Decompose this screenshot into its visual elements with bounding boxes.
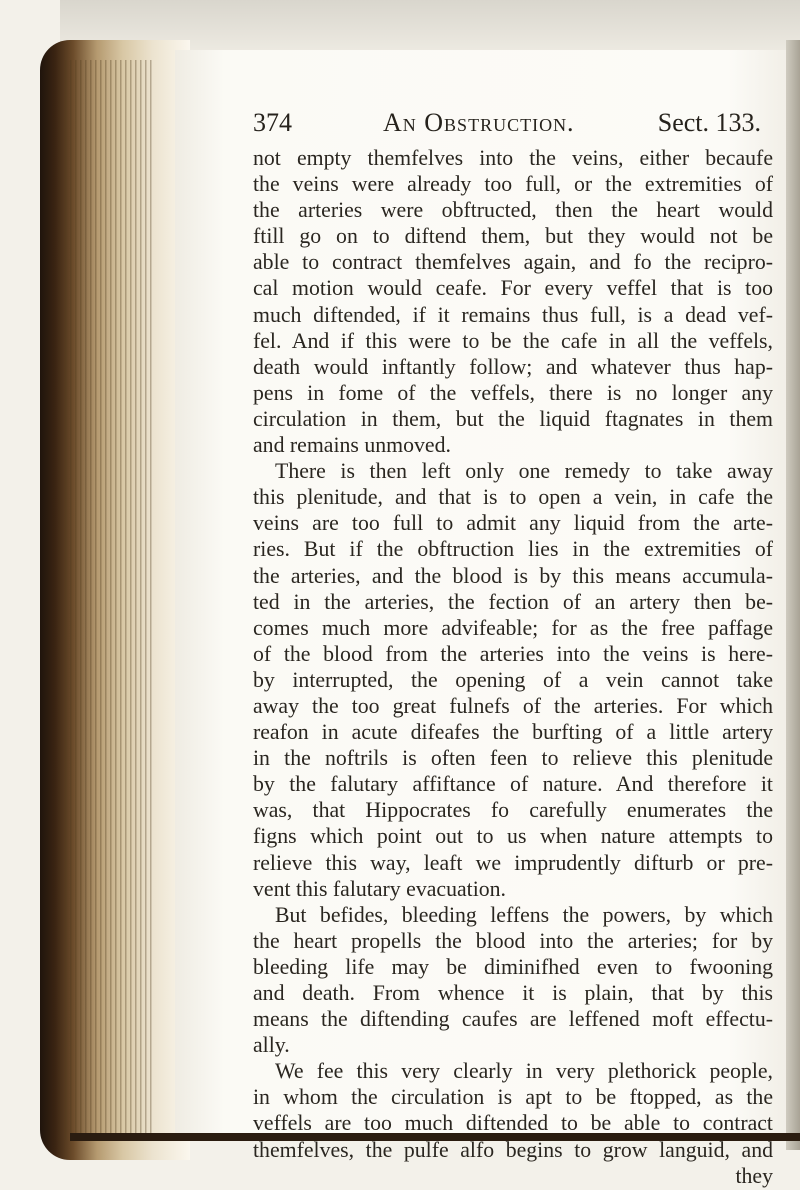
- text-line: ally.: [253, 1033, 290, 1058]
- text-line: the heart propells the blood into the arteries; for by: [253, 928, 773, 953]
- text-line: in the noftrils is often feen to relieve this plenitude: [253, 746, 773, 771]
- text-line: much diftended, if it remains thus full, is a dead vef-: [253, 302, 773, 327]
- text-line: was, that Hippocrates fo carefully enumerates the: [253, 798, 773, 823]
- text-line: figns which point out to us when nature attempts to: [253, 824, 773, 849]
- body-text: [253, 145, 773, 1189]
- text-line: not empty themfelves into the veins, either becaufe: [253, 146, 773, 170]
- text-line: the arteries were obftructed, then the heart would: [253, 198, 773, 223]
- text-line: and remains unmoved.: [253, 433, 451, 458]
- text-line: veffels are too much diftended to be able to contract: [253, 1111, 773, 1136]
- text-line: vent this falutary evacuation.: [253, 876, 506, 901]
- text-line: reafon in acute difeafes the burfting of a little artery: [253, 720, 773, 745]
- text-line: veins are too full to admit any liquid from the arte-: [253, 511, 773, 536]
- text-line: able to contract themfelves again, and fo the recipro-: [253, 250, 773, 275]
- text-line: the arteries, and the blood is by this means accumula-: [253, 563, 773, 588]
- page-stack-edges: [65, 60, 155, 1140]
- paragraph-start-line: There is then left only one remedy to take away: [275, 459, 773, 484]
- text-line: away the too great fulnefs of the arteries. For which: [253, 693, 773, 718]
- paragraph-start-line: We fee this very clearly in very plethorick people,: [275, 1059, 773, 1084]
- text-line: circulation in them, but the liquid ftagnates in them: [253, 406, 773, 431]
- text-line: in whom the circulation is apt to be ftopped, as the: [253, 1085, 773, 1110]
- text-line: death would inftantly follow; and whatever thus hap-: [253, 354, 773, 379]
- text-line: this plenitude, and that is to open a vein, in cafe the: [253, 485, 773, 510]
- text-line: means the diftending caufes are leffened moft effectu-: [253, 1007, 773, 1032]
- text-line: by interrupted, the opening of a vein cannot take: [253, 667, 773, 692]
- text-line: pens in fome of the veffels, there is no longer any: [253, 380, 773, 405]
- text-line: of the blood from the arteries into the veins is here-: [253, 641, 773, 666]
- text-line: relieve this way, leaft we imprudently difturb or pre-: [253, 850, 773, 875]
- text-line: fel. And if this were to be the cafe in all the veffels,: [253, 328, 773, 353]
- right-page-edge: [786, 40, 800, 1150]
- text-line: and death. From whence it is plain, that by this: [253, 981, 773, 1005]
- text-line: the veins were already too full, or the extremities of: [253, 172, 773, 197]
- running-header: [253, 108, 773, 148]
- text-line: ftill go on to diftend them, but they would not be: [253, 224, 773, 249]
- text-line: comes much more advifeable; for as the free paffage: [253, 615, 773, 640]
- text-line: by the falutary affiftance of nature. And therefore it: [253, 772, 773, 797]
- running-title: An Obstruction.: [383, 108, 575, 137]
- text-line: themfelves, the pulfe alfo begins to grow languid, and: [253, 1137, 773, 1162]
- text-line: bleeding life may be diminifhed even to fwooning: [253, 954, 773, 979]
- text-line: ted in the arteries, the fection of an artery then be-: [253, 589, 773, 614]
- section-number: Sect. 133.: [657, 108, 761, 137]
- paragraph-start-line: But befides, bleeding leffens the powers, by which: [275, 902, 773, 927]
- page-number: 374: [253, 108, 292, 137]
- catchword: they: [735, 1163, 773, 1188]
- text-line: ries. But if the obftruction lies in the extremities of: [253, 537, 773, 562]
- text-line: cal motion would ceafe. For every veffel that is too: [253, 276, 773, 301]
